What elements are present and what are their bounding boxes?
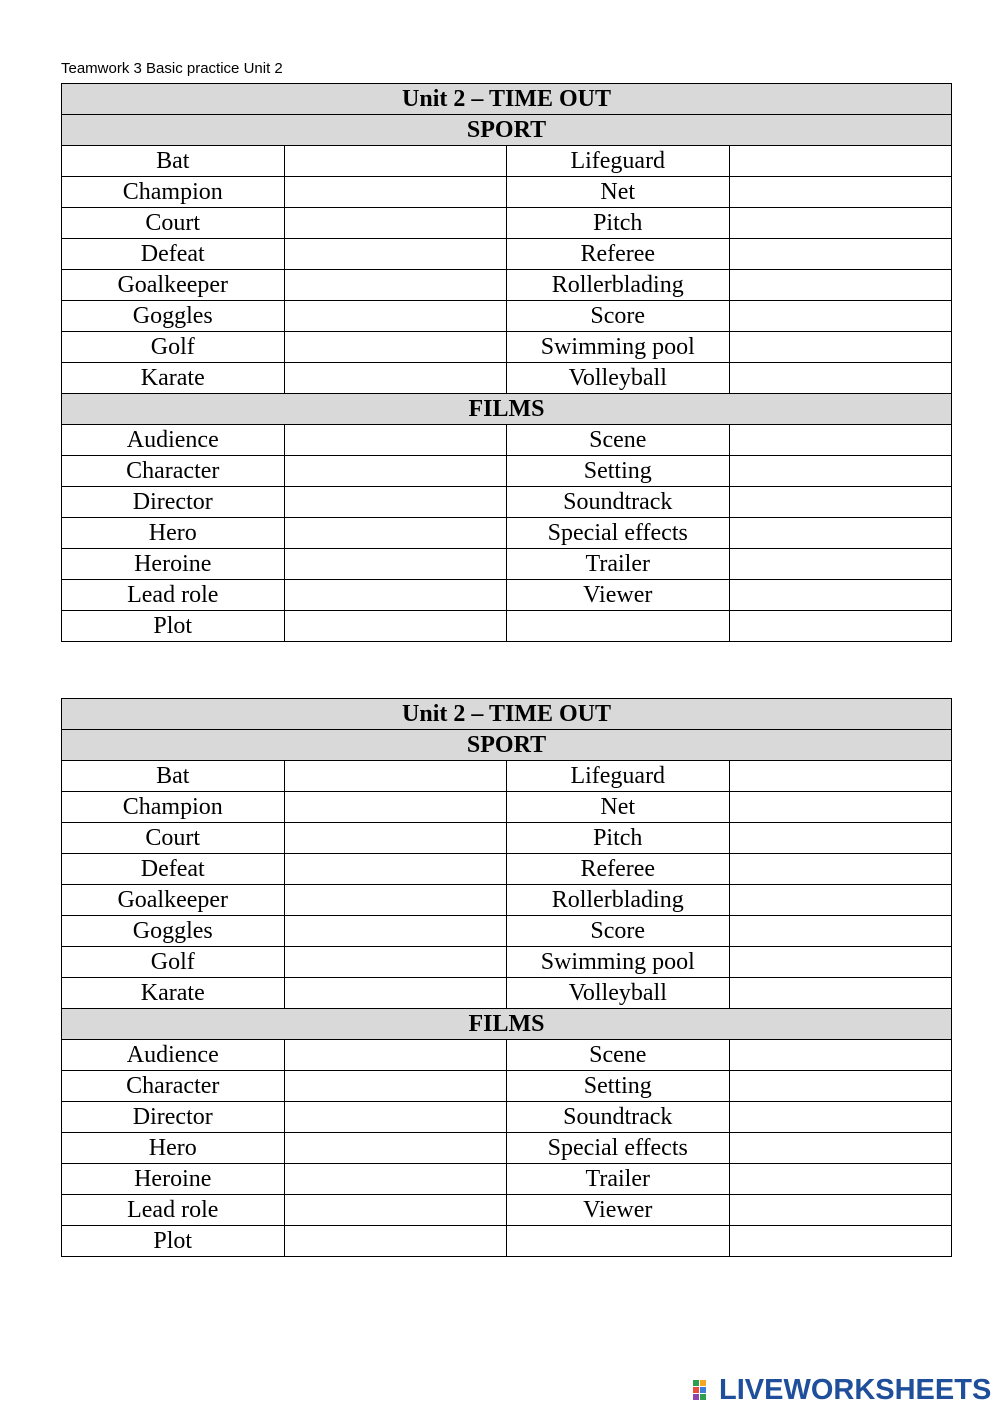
- vocab-word: Lifeguard: [507, 146, 730, 177]
- vocabulary-table: [61, 698, 952, 1257]
- answer-cell[interactable]: [729, 270, 952, 301]
- answer-cell[interactable]: [729, 146, 952, 177]
- vocab-word: Golf: [62, 332, 285, 363]
- vocab-word: Golf: [62, 947, 285, 978]
- table-row: [62, 1195, 952, 1226]
- vocab-word: Audience: [62, 1040, 285, 1071]
- answer-cell[interactable]: [729, 1102, 952, 1133]
- answer-cell[interactable]: [729, 580, 952, 611]
- vocab-word: Director: [62, 487, 285, 518]
- answer-cell[interactable]: [284, 518, 507, 549]
- answer-cell[interactable]: [729, 854, 952, 885]
- vocab-word: Bat: [62, 146, 285, 177]
- vocab-word: Defeat: [62, 854, 285, 885]
- vocab-word: Pitch: [507, 208, 730, 239]
- answer-cell[interactable]: [729, 1195, 952, 1226]
- vocab-word: Scene: [507, 1040, 730, 1071]
- vocab-word: Defeat: [62, 239, 285, 270]
- vocab-word: Referee: [507, 854, 730, 885]
- answer-cell[interactable]: [729, 425, 952, 456]
- page-header: Teamwork 3 Basic practice Unit 2: [61, 60, 283, 77]
- answer-cell[interactable]: [284, 916, 507, 947]
- vocab-word: Character: [62, 456, 285, 487]
- table-row: [62, 487, 952, 518]
- table-row: [62, 239, 952, 270]
- vocab-word: Setting: [507, 456, 730, 487]
- answer-cell[interactable]: [284, 456, 507, 487]
- table-row: [62, 332, 952, 363]
- vocab-word: Plot: [62, 1226, 285, 1257]
- section-heading: SPORT: [62, 115, 952, 146]
- vocab-word: [507, 611, 730, 642]
- table-title: Unit 2 – TIME OUT: [62, 699, 952, 730]
- vocab-word: Trailer: [507, 1164, 730, 1195]
- vocab-word: Viewer: [507, 1195, 730, 1226]
- vocabulary-table: [61, 83, 952, 642]
- answer-cell[interactable]: [284, 823, 507, 854]
- answer-cell[interactable]: [729, 1071, 952, 1102]
- vocab-word: Swimming pool: [507, 332, 730, 363]
- answer-cell[interactable]: [729, 1226, 952, 1257]
- vocab-word: Score: [507, 301, 730, 332]
- answer-cell[interactable]: [729, 792, 952, 823]
- vocab-word: Champion: [62, 177, 285, 208]
- answer-cell[interactable]: [284, 425, 507, 456]
- answer-cell[interactable]: [284, 1071, 507, 1102]
- table-row: [62, 611, 952, 642]
- answer-cell[interactable]: [729, 239, 952, 270]
- answer-cell[interactable]: [729, 1133, 952, 1164]
- answer-cell[interactable]: [729, 947, 952, 978]
- answer-cell[interactable]: [284, 332, 507, 363]
- table-row: [62, 947, 952, 978]
- vocab-word: Heroine: [62, 549, 285, 580]
- vocab-word: Goalkeeper: [62, 270, 285, 301]
- answer-cell[interactable]: [284, 885, 507, 916]
- answer-cell[interactable]: [729, 301, 952, 332]
- logo-text: LIVEWORKSHEETS: [719, 1374, 992, 1406]
- vocab-word: Trailer: [507, 549, 730, 580]
- table-row: [62, 916, 952, 947]
- vocab-word: Bat: [62, 761, 285, 792]
- vocab-word: Court: [62, 208, 285, 239]
- vocab-word: Lead role: [62, 580, 285, 611]
- vocab-word: Rollerblading: [507, 885, 730, 916]
- table-row: [62, 1133, 952, 1164]
- table-row: [62, 1102, 952, 1133]
- vocab-word: Score: [507, 916, 730, 947]
- answer-cell[interactable]: [729, 332, 952, 363]
- vocab-word: Viewer: [507, 580, 730, 611]
- table-row: [62, 518, 952, 549]
- table-row: [62, 208, 952, 239]
- table-row: [62, 549, 952, 580]
- table-title-row: [62, 699, 952, 730]
- vocab-word: Character: [62, 1071, 285, 1102]
- answer-cell[interactable]: [729, 208, 952, 239]
- vocab-word: Goggles: [62, 301, 285, 332]
- answer-cell[interactable]: [729, 823, 952, 854]
- table-row: [62, 1164, 952, 1195]
- answer-cell[interactable]: [729, 885, 952, 916]
- table-row: [62, 456, 952, 487]
- table-row: [62, 1226, 952, 1257]
- table-row: [62, 854, 952, 885]
- answer-cell[interactable]: [729, 611, 952, 642]
- answer-cell[interactable]: [284, 301, 507, 332]
- table-row: [62, 761, 952, 792]
- vocab-word: Goalkeeper: [62, 885, 285, 916]
- table-row: [62, 177, 952, 208]
- answer-cell[interactable]: [284, 1102, 507, 1133]
- answer-cell[interactable]: [729, 363, 952, 394]
- vocab-word: Special effects: [507, 1133, 730, 1164]
- vocab-word: Heroine: [62, 1164, 285, 1195]
- answer-cell[interactable]: [284, 1226, 507, 1257]
- table-row: [62, 978, 952, 1009]
- answer-cell[interactable]: [729, 1164, 952, 1195]
- vocab-word: Director: [62, 1102, 285, 1133]
- table-row: [62, 885, 952, 916]
- answer-cell[interactable]: [284, 1040, 507, 1071]
- answer-cell[interactable]: [284, 761, 507, 792]
- table-row: [62, 792, 952, 823]
- answer-cell[interactable]: [284, 270, 507, 301]
- vocab-word: Soundtrack: [507, 487, 730, 518]
- vocab-word: Setting: [507, 1071, 730, 1102]
- section-heading: FILMS: [62, 394, 952, 425]
- answer-cell[interactable]: [729, 1040, 952, 1071]
- answer-cell[interactable]: [284, 1133, 507, 1164]
- answer-cell[interactable]: [284, 1164, 507, 1195]
- vocab-word: Hero: [62, 518, 285, 549]
- answer-cell[interactable]: [284, 239, 507, 270]
- vocab-word: Goggles: [62, 916, 285, 947]
- answer-cell[interactable]: [284, 947, 507, 978]
- answer-cell[interactable]: [284, 177, 507, 208]
- section-heading: FILMS: [62, 1009, 952, 1040]
- vocab-word: Scene: [507, 425, 730, 456]
- answer-cell[interactable]: [284, 487, 507, 518]
- vocab-word: Volleyball: [507, 363, 730, 394]
- answer-cell[interactable]: [729, 177, 952, 208]
- liveworksheets-logo[interactable]: [692, 1374, 991, 1406]
- section-heading-row: [62, 1009, 952, 1040]
- vocab-word: Lifeguard: [507, 761, 730, 792]
- answer-cell[interactable]: [284, 792, 507, 823]
- table-row: [62, 580, 952, 611]
- answer-cell[interactable]: [729, 456, 952, 487]
- answer-cell[interactable]: [729, 549, 952, 580]
- answer-cell[interactable]: [284, 146, 507, 177]
- answer-cell[interactable]: [729, 518, 952, 549]
- table-title-row: [62, 84, 952, 115]
- table-row: [62, 1071, 952, 1102]
- vocab-word: Rollerblading: [507, 270, 730, 301]
- answer-cell[interactable]: [284, 208, 507, 239]
- answer-cell[interactable]: [284, 363, 507, 394]
- table-row: [62, 1040, 952, 1071]
- section-heading-row: [62, 730, 952, 761]
- answer-cell[interactable]: [729, 916, 952, 947]
- vocab-word: Referee: [507, 239, 730, 270]
- answer-cell[interactable]: [284, 580, 507, 611]
- vocab-word: Net: [507, 792, 730, 823]
- table-row: [62, 146, 952, 177]
- answer-cell[interactable]: [729, 978, 952, 1009]
- table-row: [62, 425, 952, 456]
- section-heading-row: [62, 394, 952, 425]
- table-row: [62, 823, 952, 854]
- answer-cell[interactable]: [284, 549, 507, 580]
- vocab-word: Pitch: [507, 823, 730, 854]
- answer-cell[interactable]: [729, 487, 952, 518]
- vocab-word: Audience: [62, 425, 285, 456]
- vocab-word: Lead role: [62, 1195, 285, 1226]
- vocab-word: Soundtrack: [507, 1102, 730, 1133]
- vocab-word: Volleyball: [507, 978, 730, 1009]
- table-row: [62, 301, 952, 332]
- vocab-word: Special effects: [507, 518, 730, 549]
- vocab-word: [507, 1226, 730, 1257]
- section-heading: SPORT: [62, 730, 952, 761]
- answer-cell[interactable]: [284, 611, 507, 642]
- table-row: [62, 270, 952, 301]
- vocab-word: Karate: [62, 978, 285, 1009]
- vocab-word: Court: [62, 823, 285, 854]
- answer-cell[interactable]: [284, 854, 507, 885]
- vocab-word: Champion: [62, 792, 285, 823]
- answer-cell[interactable]: [284, 1195, 507, 1226]
- liveworksheets-logo-icon: [692, 1376, 716, 1404]
- answer-cell[interactable]: [284, 978, 507, 1009]
- section-heading-row: [62, 115, 952, 146]
- vocab-word: Karate: [62, 363, 285, 394]
- vocab-word: Plot: [62, 611, 285, 642]
- vocab-word: Swimming pool: [507, 947, 730, 978]
- vocab-word: Hero: [62, 1133, 285, 1164]
- table-row: [62, 363, 952, 394]
- table-title: Unit 2 – TIME OUT: [62, 84, 952, 115]
- answer-cell[interactable]: [729, 761, 952, 792]
- vocab-word: Net: [507, 177, 730, 208]
